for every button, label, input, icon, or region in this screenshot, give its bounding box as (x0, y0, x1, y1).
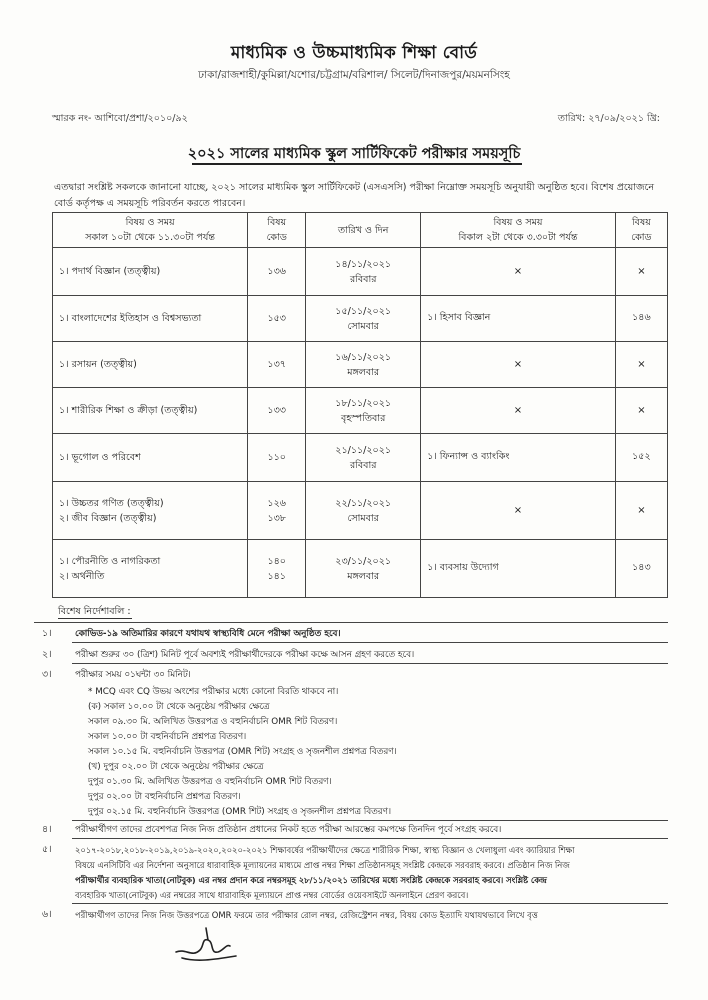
afternoon-subject-cell: × (421, 248, 616, 296)
date-cell: ১৬/১১/২০২১ মঙ্গলবার (306, 342, 421, 388)
routine-table (52, 212, 668, 598)
table-row (53, 434, 668, 482)
code-cell: ১৪০ ১৪১ (248, 540, 306, 598)
date-cell: ১৮/১১/২০২১ বৃহস্পতিবার (306, 388, 421, 434)
code-cell-2: × (615, 482, 667, 540)
note-3-detail: সকাল ১০.১৫ মি. বহুনির্বাচনি উত্তরপত্র (OMR শিট) সংগ্রহ ও সৃজনশীল প্রশ্নপত্র বিতরণ। (88, 747, 397, 757)
header-morning-subject: বিষয় ও সময় সকাল ১০টা থেকে ১১.৩০টা পর্যন্ত (53, 213, 248, 248)
divider (72, 903, 668, 904)
code-cell: ১৩৬ (248, 248, 306, 296)
code-cell-2: ১৪৬ (615, 296, 667, 342)
divider (72, 838, 668, 839)
code-cell: ১৫৩ (248, 296, 306, 342)
morning-subject-cell: ১। শারীরিক শিক্ষা ও ক্রীড়া (তত্ত্বীয়) (53, 388, 248, 434)
note-3-detail: (খ) দুপুর ০২.০০ টা থেকে অনুষ্ঠেয় পরীক্ষার ক্ষেত্রে (88, 762, 264, 772)
morning-subject-cell: ১। ভূগোল ও পরিবেশ (53, 434, 248, 482)
date-cell: ২১/১১/২০২১ রবিবার (306, 434, 421, 482)
afternoon-subject-cell: ১। ব্যবসায় উদ্যোগ (421, 540, 616, 598)
afternoon-subject-cell: ১। হিসাব বিজ্ঞান (421, 296, 616, 342)
code-cell: ১১০ (248, 434, 306, 482)
issue-date: তারিখ: ২৭/০৯/২০২১ খ্রি: (557, 113, 660, 124)
note-number: ৫। (42, 844, 52, 855)
note-number: ৩। (42, 669, 52, 680)
morning-subject-cell: ১। উচ্চতর গণিত (তত্ত্বীয়) ২। জীব বিজ্ঞান (তত্ত্বীয়) (53, 482, 248, 540)
code-cell: ১৩৭ (248, 342, 306, 388)
intro-line: বোর্ড কর্তৃপক্ষ এ সময়সূচি পরিবর্তন করতে পারবেন। (54, 198, 246, 209)
title-underline (192, 163, 522, 165)
note-3-detail: দুপুর ০২.১৫ মি. বহুনির্বাচনি উত্তরপত্র (OMR শিট) সংগ্রহ ও সৃজনশীল প্রশ্নপত্র বিতরণ। (88, 807, 392, 817)
note-5-line: বিষয়ে এনসিটিবি এর নির্দেশনা অনুসারে ধারাবাহিক মূল্যায়নের মাধ্যমে প্রাপ্ত নম্বর শিক্ষা প্রতিষ্ঠানসমূহ সংশ্লিষ্ট কেন্দ্রকে সরবরাহ করবে। প্রতিষ্ঠান নিজ নিজ (75, 860, 570, 870)
header-afternoon-subject: বিষয় ও সময় বিকাল ২টা থেকে ৩.৩০টা পর্যন্ত (421, 213, 616, 248)
morning-subject-cell: ১। রসায়ন (তত্ত্বীয়) (53, 342, 248, 388)
code-cell-2: × (615, 342, 667, 388)
note-4: পরীক্ষার্থীগণ তাদের প্রবেশপত্র নিজ নিজ প্রতিষ্ঠান প্রধানের নিকট হতে পরীক্ষা আরম্ভের কমপক্ষে তিনদিন পূর্বে সংগ্রহ করবে। (75, 825, 502, 835)
board-locations: ঢাকা/রাজশাহী/কুমিল্লা/যশোর/চট্টগ্রাম/বরিশাল/ সিলেট/দিনাজপুর/ময়মনসিংহ (198, 69, 510, 81)
note-2: পরীক্ষা শুরুর ৩০ (ত্রিশ) মিনিট পূর্বে অবশ্যই পরীক্ষার্থীদেরকে পরীক্ষা কক্ষে আসন গ্রহণ করতে হবে। (75, 650, 415, 660)
table-row (53, 482, 668, 540)
afternoon-subject-cell: × (421, 342, 616, 388)
note-3-detail: * MCQ এবং CQ উভয় অংশের পরীক্ষার মধ্যে কোনো বিরতি থাকবে না। (88, 687, 339, 697)
code-cell-2: ১৪৩ (615, 540, 667, 598)
note-5-line: ব্যবহারিক খাতা(নোটবুক) এর নম্বরের সাথে ধারাবাহিক মূল্যায়নে প্রাপ্ত নম্বর বোর্ডের ওয়েবসাইটে অনলাইনে প্রেরণ করবে। (75, 890, 469, 900)
notes-heading: বিশেষ নির্দেশাবলি : (58, 606, 131, 617)
date-cell: ১৪/১১/২০২১ রবিবার (306, 248, 421, 296)
code-cell: ১২৬ ১৩৮ (248, 482, 306, 540)
note-5-line: পরীক্ষার্থীর ব্যবহারিক খাতা(নোটবুক) এর নম্বর প্রদান করে নম্বরসমূহ ২৮/১১/২০২১ তারিখের মধ্যে সংশ্লিষ্ট কেন্দ্রকে সরবরাহ করবে। সংশ্লিষ্ট কেন্দ্র (75, 875, 547, 885)
note-5-line: ২০১৭-২০১৮,২০১৮-২০১৯,২০১৯-২০২০,২০২০-২০২১ শিক্ষাবর্ষের পরীক্ষার্থীদের ক্ষেত্রে শারীরিক শিক্ষা, স্বাস্থ্য বিজ্ঞান ও খেলাধুলা এবং ক্যারিয়ার শিক্ষা (75, 845, 575, 855)
afternoon-subject-cell: × (421, 388, 616, 434)
intro-line: এতদ্বারা সংশ্লিষ্ট সকলকে জানানো যাচ্ছে, ২০২১ সালের মাধ্যমিক স্কুল সার্টিফিকেট (এসএসসি) পরীক্ষা নিম্নোক্ত সময়সূচি অনুযায়ী অনুষ্ঠিত হবে। বিশেষ প্রয়োজনে (54, 182, 655, 193)
table-row (53, 248, 668, 296)
notes-heading-underline (58, 618, 132, 619)
memo-number: স্মারক নং- আশিবো/প্রশা/২০১০/৯২ (52, 113, 188, 124)
date-cell: ১৫/১১/২০২১ সোমবার (306, 296, 421, 342)
code-cell-2: ১৫২ (615, 434, 667, 482)
afternoon-subject-cell: × (421, 482, 616, 540)
note-number: ৬। (42, 909, 52, 920)
board-name: মাধ্যমিক ও উচ্চমাধ্যমিক শিক্ষা বোর্ড (230, 43, 478, 63)
table-row (53, 342, 668, 388)
morning-subject-cell: ১। বাংলাদেশের ইতিহাস ও বিশ্বসভ্যতা (53, 296, 248, 342)
divider (72, 642, 668, 643)
note-number: ২। (42, 649, 52, 660)
note-3: পরীক্ষার সময় ০১ঘন্টা ৩০ মিনিট। (75, 670, 191, 680)
header-code: বিষয় কোড (248, 213, 306, 248)
table-row (53, 388, 668, 434)
note-3-detail: সকাল ০৯.৩০ মি. অলিখিত উত্তরপত্র ও বহুনির্বাচনি OMR শিট বিতরণ। (88, 717, 338, 727)
note-3-detail: সকাল ১০.০০ টা বহুনির্বাচনি প্রশ্নপত্র বিতরণ। (88, 732, 247, 742)
note-3-detail: দুপুর ০১.৩০ মি. অলিখিত উত্তরপত্র ও বহুনির্বাচনি OMR শিট বিতরণ। (88, 777, 332, 787)
header-date: তারিখ ও দিন (306, 213, 421, 248)
date-cell: ২২/১১/২০২১ সোমবার (306, 482, 421, 540)
code-cell-2: × (615, 388, 667, 434)
note-3-detail: (ক) সকাল ১০.০০ টা থেকে অনুষ্ঠেয় পরীক্ষার ক্ষেত্রে (88, 702, 270, 712)
afternoon-subject-cell: ১। ফিন্যান্স ও ব্যাংকিং (421, 434, 616, 482)
divider (72, 663, 668, 664)
page-title: ২০২১ সালের মাধ্যমিক স্কুল সার্টিফিকেট পরীক্ষার সময়সূচি (187, 146, 521, 162)
table-row (53, 296, 668, 342)
note-3-detail: দুপুর ০২.০০ টা বহুনির্বাচনি প্রশ্নপত্র বিতরণ। (88, 792, 241, 802)
header-code-2: বিষয় কোড (615, 213, 667, 248)
morning-subject-cell: ১। পদার্থ বিজ্ঞান (তত্ত্বীয়) (53, 248, 248, 296)
code-cell-2: × (615, 248, 667, 296)
table-header-row (53, 213, 668, 248)
date-cell: ২৩/১১/২০২১ মঙ্গলবার (306, 540, 421, 598)
intro-paragraph (54, 180, 662, 212)
note-number: ৪। (42, 824, 52, 835)
table-row (53, 540, 668, 598)
note-number: ১। (42, 628, 52, 639)
code-cell: ১৩৩ (248, 388, 306, 434)
morning-subject-cell: ১। পৌরনীতি ও নাগরিকতা ২। অর্থনীতি (53, 540, 248, 598)
signature (172, 918, 242, 968)
note-6: পরীক্ষার্থীগণ তাদের নিজ নিজ উত্তরপত্রে OMR ফরমে তার পরীক্ষার রোল নম্বর, রেজিস্ট্রেশন নম্বর, বিষয় কোড ইত্যাদি যথাযথভাবে লিখে বৃত্ত (75, 910, 538, 920)
divider (34, 622, 668, 623)
divider (72, 820, 668, 821)
note-1: কোভিড-১৯ অতিমারির কারণে যথাযথ স্বাস্থ্যবিধি মেনে পরীক্ষা অনুষ্ঠিত হবে। (75, 629, 341, 639)
